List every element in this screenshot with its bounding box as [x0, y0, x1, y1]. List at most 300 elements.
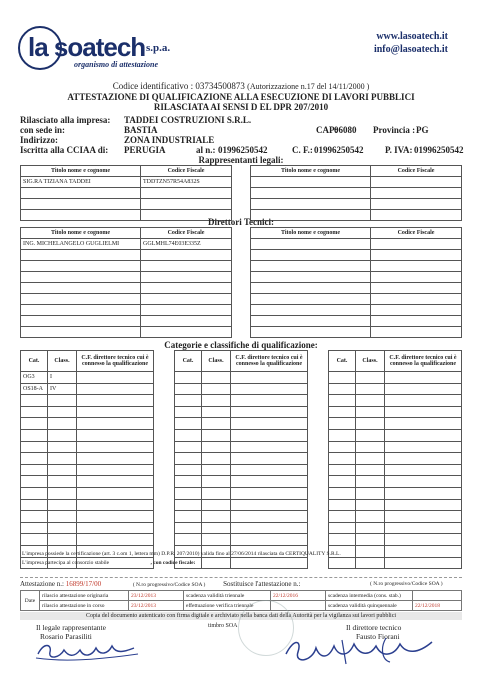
cf-label: C. F.: — [292, 145, 313, 155]
table-row — [251, 199, 462, 210]
code-line — [0, 81, 482, 91]
empty-cell — [175, 429, 202, 441]
code-value: 03734500873 — [195, 81, 245, 91]
cell-name — [251, 283, 371, 294]
attest-value: 16899/17/00 — [65, 580, 102, 588]
empty-cell — [77, 429, 154, 441]
cell-cf — [141, 261, 232, 272]
empty-cell — [329, 395, 356, 407]
empty-cell — [356, 429, 385, 441]
table-row — [21, 441, 154, 453]
cell-cf — [371, 177, 462, 188]
r2-value: 23/12/2013 — [129, 601, 184, 611]
table-row — [21, 499, 154, 511]
empty-cell — [356, 418, 385, 430]
table-row — [251, 261, 462, 272]
table-row — [21, 511, 154, 523]
empty-cell — [77, 406, 154, 418]
empty-cell — [21, 511, 48, 523]
empty-cell — [231, 441, 308, 453]
col-cat-header: Cat. — [21, 351, 48, 372]
table-row — [21, 591, 462, 601]
empty-cell — [329, 499, 356, 511]
empty-cell — [356, 372, 385, 384]
empty-cell — [77, 453, 154, 465]
r2-mid-label: effettuazione verifica triennale — [184, 601, 271, 611]
empty-rows — [175, 372, 308, 569]
legali-title: Rappresentanti legali: — [198, 155, 284, 165]
empty-cell — [231, 557, 308, 569]
table-row — [329, 545, 462, 557]
table-row — [21, 199, 232, 210]
table-row — [175, 453, 308, 465]
empty-cell — [21, 464, 48, 476]
empty-cell — [21, 418, 48, 430]
table-row — [175, 418, 308, 430]
soatech-logo — [18, 22, 188, 70]
table-row — [251, 239, 462, 250]
empty-cell — [329, 372, 356, 384]
empty-cell — [329, 441, 356, 453]
cell-cf — [77, 372, 154, 384]
empty-cell — [356, 395, 385, 407]
consorzio-line — [22, 560, 195, 566]
cell-name — [21, 316, 141, 327]
table-row — [251, 250, 462, 261]
empty-cell — [21, 395, 48, 407]
consorzio-cf-label: , con codice fiscale: — [150, 560, 196, 566]
code-label: Codice identificativo : — [112, 81, 194, 91]
cell-name — [251, 177, 371, 188]
empty-cell — [175, 511, 202, 523]
col-cf-header: C.F. direttore tecnico cui è connesso la qualificazione — [385, 351, 462, 372]
empty-cell — [231, 487, 308, 499]
table-row — [251, 272, 462, 283]
empty-cell — [231, 372, 308, 384]
table-row — [329, 511, 462, 523]
empty-cell — [175, 453, 202, 465]
empty-cell — [356, 406, 385, 418]
cell-cf — [371, 327, 462, 338]
empty-cell — [329, 511, 356, 523]
empty-cell — [175, 522, 202, 534]
categorie-title: Categorie e classifiche di qualificazione: — [164, 340, 318, 350]
empty-cell — [175, 395, 202, 407]
table-row — [21, 316, 232, 327]
cell-cf — [371, 250, 462, 261]
table-row — [329, 499, 462, 511]
cell-cf: GGLMHL74E03E335Z — [141, 239, 232, 250]
empty-cell — [48, 511, 77, 523]
table-row — [21, 406, 154, 418]
logo-main: la soatech — [28, 32, 146, 62]
empty-cell — [202, 476, 231, 488]
col-name-header: Titolo nome e cognome — [21, 228, 141, 239]
empty-cell — [77, 441, 154, 453]
empty-cell — [385, 453, 462, 465]
empty-cell — [385, 522, 462, 534]
empty-cell — [202, 383, 231, 395]
empty-cell — [21, 453, 48, 465]
empty-cell — [329, 383, 356, 395]
sostituisce-note: ( N.ro progressivo/Codice SOA ) — [370, 581, 443, 587]
empty-cell — [48, 395, 77, 407]
cell-name — [21, 327, 141, 338]
col-cf-header: Codice Fiscale — [141, 228, 232, 239]
empty-cell — [77, 534, 154, 546]
table-row — [21, 395, 154, 407]
table-row — [175, 499, 308, 511]
col-cf-header: C.F. direttore tecnico cui è connesso la qualificazione — [231, 351, 308, 372]
categorie-block-3 — [328, 350, 462, 569]
empty-cell — [385, 429, 462, 441]
table-row — [21, 239, 232, 250]
table-row — [21, 294, 232, 305]
empty-cell — [356, 499, 385, 511]
cell-name — [251, 305, 371, 316]
director-name: Fausto Fiorani — [356, 632, 400, 641]
cell-name — [251, 272, 371, 283]
empty-cell — [356, 545, 385, 557]
empty-cell — [329, 557, 356, 569]
empty-cell — [356, 476, 385, 488]
table-row — [329, 441, 462, 453]
cell-name — [21, 272, 141, 283]
empty-cell — [175, 418, 202, 430]
table-row — [329, 372, 462, 384]
cell-name — [251, 294, 371, 305]
indirizzo-label: Indirizzo: — [20, 135, 58, 145]
empty-cell — [175, 534, 202, 546]
empty-rows — [329, 372, 462, 569]
empty-cell — [231, 522, 308, 534]
tecnici-title: Direttori Tecnici: — [207, 217, 275, 227]
tecnici-table-right — [250, 227, 462, 338]
empty-cell — [77, 499, 154, 511]
empty-cell — [231, 499, 308, 511]
cell-class: IV — [48, 383, 77, 395]
table-row — [21, 453, 154, 465]
cell-cf — [371, 294, 462, 305]
consorzio-label: L'impresa partecipa al consorzio stabile — [22, 560, 110, 566]
cell-cf — [77, 383, 154, 395]
table-header-row — [329, 351, 462, 372]
table-row — [21, 250, 232, 261]
empty-cell — [175, 487, 202, 499]
categorie-table — [328, 350, 462, 569]
table-row — [175, 441, 308, 453]
email-link[interactable]: info@lasoatech.it — [373, 44, 448, 55]
empty-cell — [77, 487, 154, 499]
table-row — [329, 429, 462, 441]
col-name-header: Titolo nome e cognome — [251, 166, 371, 177]
empty-cell — [231, 464, 308, 476]
empty-cell — [202, 499, 231, 511]
empty-cell — [21, 476, 48, 488]
table-row — [251, 283, 462, 294]
cell-name — [251, 250, 371, 261]
cciaa-value: PERUGIA — [124, 145, 166, 155]
empty-cell — [231, 476, 308, 488]
empty-cell — [231, 383, 308, 395]
table-row — [21, 476, 154, 488]
empty-cell — [202, 534, 231, 546]
cell-name — [21, 199, 141, 210]
table-row — [175, 522, 308, 534]
date-label: Date — [21, 591, 40, 611]
r2-right-value: 22/12/2018 — [413, 601, 462, 611]
cciaa-label: Iscritta alla CCIAA di: — [20, 145, 109, 155]
attestazione-line — [20, 580, 300, 588]
col-cf-header: C.F. direttore tecnico cui è connesso la qualificazione — [77, 351, 154, 372]
empty-cell — [385, 418, 462, 430]
table-row — [329, 395, 462, 407]
empty-cell — [48, 441, 77, 453]
table-row — [21, 464, 154, 476]
director-title: Il direttore tecnico — [346, 623, 402, 632]
legali-table-right — [250, 165, 462, 221]
cell-cf — [371, 239, 462, 250]
aln-label: al n.: — [196, 145, 216, 155]
table-row — [175, 429, 308, 441]
empty-cell — [77, 418, 154, 430]
empty-cell — [48, 499, 77, 511]
table-row — [329, 453, 462, 465]
cell-cf — [141, 316, 232, 327]
empty-cell — [356, 453, 385, 465]
cap-label: CAP: — [316, 125, 338, 135]
empty-cell — [77, 522, 154, 534]
empty-rows — [21, 395, 154, 569]
table-row — [251, 327, 462, 338]
cf-value: 01996250542 — [314, 145, 364, 155]
empty-cell — [329, 464, 356, 476]
table-row — [251, 177, 462, 188]
director-signature-icon — [282, 634, 442, 668]
r1-mid-value: 22/12/2016 — [271, 591, 326, 601]
table-row — [21, 283, 232, 294]
empty-cell — [329, 418, 356, 430]
table-header-row — [21, 166, 232, 177]
empty-cell — [329, 453, 356, 465]
empty-cell — [385, 383, 462, 395]
col-cat-header: Cat. — [175, 351, 202, 372]
empty-cell — [385, 476, 462, 488]
empty-cell — [231, 418, 308, 430]
footer-divider — [20, 577, 462, 578]
empty-cell — [48, 429, 77, 441]
table-row — [21, 487, 154, 499]
impresa-value: TADDEI COSTRUZIONI S.R.L. — [124, 115, 252, 125]
empty-cell — [175, 383, 202, 395]
table-header-row — [251, 166, 462, 177]
empty-cell — [202, 441, 231, 453]
cell-cf — [371, 316, 462, 327]
empty-cell — [77, 511, 154, 523]
empty-cell — [202, 418, 231, 430]
table-row — [175, 511, 308, 523]
empty-cell — [21, 406, 48, 418]
empty-cell — [77, 464, 154, 476]
table-header-row — [175, 351, 308, 372]
table-header-row — [251, 228, 462, 239]
cell-cf — [141, 272, 232, 283]
empty-cell — [77, 395, 154, 407]
empty-cell — [175, 499, 202, 511]
cell-cf — [141, 250, 232, 261]
cell-name: ING. MICHELANGELO GUGLIELMI — [21, 239, 141, 250]
cap-value: 06080 — [334, 125, 357, 135]
col-class-header: Class. — [48, 351, 77, 372]
empty-cell — [385, 557, 462, 569]
empty-cell — [202, 453, 231, 465]
table-row — [175, 487, 308, 499]
certificazione-line: L'impresa possiede la certificazione (art. 3 c.om 1, lettera mm) D.P.R. 207/2010) valida fino al 27/06/2014 rilasciata da CERTIQUALITY S.R.L. — [22, 551, 341, 557]
table-row — [329, 464, 462, 476]
empty-cell — [356, 487, 385, 499]
empty-cell — [356, 511, 385, 523]
empty-cell — [48, 418, 77, 430]
cell-name — [251, 239, 371, 250]
table-row — [329, 418, 462, 430]
piva-label: P. IVA: — [385, 145, 413, 155]
stamp-label: timbro SOA — [208, 623, 238, 629]
logo-subtitle: organismo di attestazione — [74, 60, 159, 69]
empty-cell — [329, 534, 356, 546]
cell-class: I — [48, 372, 77, 384]
cell-cf — [371, 261, 462, 272]
empty-cell — [202, 464, 231, 476]
cell-name — [251, 261, 371, 272]
cell-cf — [141, 199, 232, 210]
empty-cell — [231, 406, 308, 418]
empty-cell — [385, 395, 462, 407]
table-row — [21, 188, 232, 199]
legal-name: Rosario Parasiliti — [40, 632, 92, 641]
empty-cell — [231, 395, 308, 407]
empty-cell — [385, 511, 462, 523]
cell-name — [251, 199, 371, 210]
empty-cell — [329, 476, 356, 488]
cell-cat: OG3 — [21, 372, 48, 384]
categorie-block-2 — [174, 350, 308, 569]
piva-value: 01996250542 — [414, 145, 464, 155]
table-header-row — [21, 351, 154, 372]
empty-cell — [356, 464, 385, 476]
categorie-block-1 — [20, 350, 154, 569]
empty-cell — [329, 429, 356, 441]
empty-cell — [48, 406, 77, 418]
impresa-label: Rilasciato alla impresa: — [20, 115, 111, 125]
table-row — [329, 534, 462, 546]
copy-note: Copia del documento autenticato con firma digitale e archiviato nella banca dati della Autorità per la vigilanza sui lavori pubblici — [20, 612, 462, 620]
website-link[interactable]: www.lasoatech.it — [376, 31, 448, 42]
col-class-header: Class. — [202, 351, 231, 372]
table-row — [329, 406, 462, 418]
r1-mid-label: scadenza validità triennale — [184, 591, 271, 601]
logo-spa: s.p.a. — [146, 42, 171, 54]
table-row — [21, 372, 154, 384]
tecnici-table-left — [20, 227, 232, 338]
table-row — [329, 557, 462, 569]
table-row — [21, 272, 232, 283]
cell-name — [21, 250, 141, 261]
empty-cell — [329, 406, 356, 418]
empty-cell — [231, 429, 308, 441]
empty-cell — [21, 487, 48, 499]
empty-cell — [175, 406, 202, 418]
r1-label: rilascio attestazione originaria — [40, 591, 129, 601]
table-header-row — [21, 228, 232, 239]
categorie-table — [174, 350, 308, 569]
empty-cell — [356, 534, 385, 546]
empty-cell — [48, 487, 77, 499]
r1-right-value — [413, 591, 462, 601]
table-row — [21, 383, 154, 395]
empty-cell — [356, 441, 385, 453]
legal-title: Il legale rappresentante — [36, 623, 106, 632]
empty-cell — [231, 534, 308, 546]
empty-cell — [329, 522, 356, 534]
cell-name — [21, 294, 141, 305]
table-row — [21, 522, 154, 534]
sede-value: BASTIA — [124, 125, 158, 135]
col-cf-header: Codice Fiscale — [371, 166, 462, 177]
empty-cell — [385, 464, 462, 476]
empty-cell — [385, 441, 462, 453]
provincia-value: PG — [416, 125, 429, 135]
cell-name — [21, 188, 141, 199]
table-row — [175, 372, 308, 384]
empty-cell — [202, 511, 231, 523]
table-row — [21, 429, 154, 441]
empty-cell — [21, 441, 48, 453]
table-row — [175, 534, 308, 546]
table-row — [21, 601, 462, 611]
empty-cell — [231, 511, 308, 523]
cell-name — [21, 283, 141, 294]
attest-note: ( N.ro progressivo/Codice SOA ) — [132, 582, 206, 588]
doc-subtitle: RILASCIATA AI SENSI D EL DPR 207/2010 — [153, 102, 329, 112]
cell-cf — [141, 305, 232, 316]
cell-cf — [371, 272, 462, 283]
table-row — [21, 261, 232, 272]
empty-cell — [48, 476, 77, 488]
empty-cell — [329, 487, 356, 499]
table-row — [251, 294, 462, 305]
r1-value: 23/12/2013 — [129, 591, 184, 601]
legal-signature-icon — [34, 640, 144, 664]
empty-cell — [385, 372, 462, 384]
empty-cell — [48, 534, 77, 546]
empty-cell — [231, 453, 308, 465]
empty-cell — [385, 545, 462, 557]
empty-cell — [175, 464, 202, 476]
empty-cell — [77, 476, 154, 488]
empty-cell — [385, 499, 462, 511]
table-row — [21, 534, 154, 546]
cell-name — [251, 327, 371, 338]
table-row — [175, 395, 308, 407]
empty-cell — [175, 441, 202, 453]
empty-cell — [21, 499, 48, 511]
table-row — [175, 464, 308, 476]
cell-cf — [141, 188, 232, 199]
r1-right-label: scadenza intermedia (cons. stab.) — [326, 591, 413, 601]
table-row — [175, 383, 308, 395]
empty-cell — [175, 372, 202, 384]
table-row — [21, 327, 232, 338]
